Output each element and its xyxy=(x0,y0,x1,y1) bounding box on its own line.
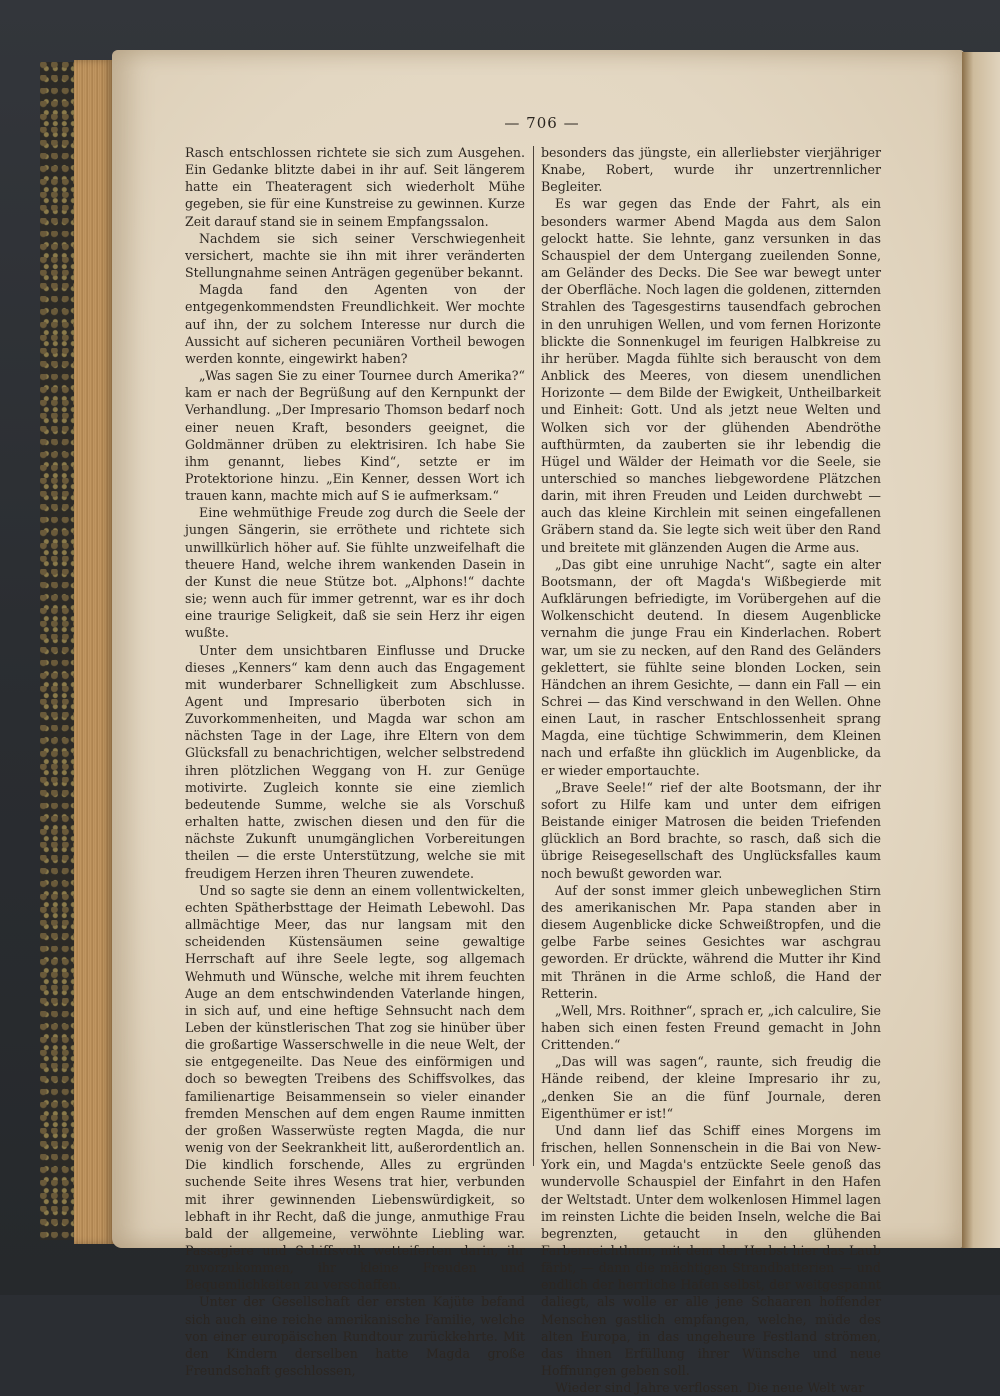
paragraph: Magda fand den Agenten von der entgegenkommendsten Freundlichkeit. Wer mochte auf ihn, der zu solchem Interesse nur durch die Aussicht auf sicheren pecuniären Vortheil bewogen werden konnte, eingewirkt haben? xyxy=(185,282,525,366)
page-number: — 706 — xyxy=(504,114,580,132)
paragraph: „Das gibt eine unruhige Nacht“, sagte ein alter Bootsmann, der oft Magda's Wißbegierde mit Aufklärungen befriedigte, im Vorübergehen auf die Wolkenschicht deutend. In diesem Augenblicke vernahm die junge Frau ein Kinderlachen. Robert war, um sie zu necken, auf den Rand des Geländers geklettert, sie fühlte seine blonden Locken, sein Händchen an ihrem Gesichte, — dann ein Fall — ein Schrei — das Kind verschwand in den Wellen. Ohne einen Laut, in rascher Entschlossenheit sprang Magda, eine tüchtige Schwimmerin, dem Kleinen nach und erfaßte ihn glücklich im Augenblicke, da er wieder emportauchte. xyxy=(541,556,881,778)
book-binding xyxy=(40,62,76,1240)
page-edges xyxy=(74,60,114,1244)
paragraph: „Das will was sagen“, raunte, sich freudig die Hände reibend, der kleine Impresario ihr zu, „denken Sie an die fünf Journale, deren Eigenthümer er ist!“ xyxy=(541,1054,881,1121)
paragraph: „Was sagen Sie zu einer Tournee durch Amerika?“ kam er nach der Begrüßung auf den Kernpunkt der Verhandlung. „Der Impresario Thomson bedarf noch einer neuen Kraft, besonders geeignet, die Goldmänner drüben zu elektrisiren. Ich habe Sie ihm genannt, liebes Kind“, setzte er im Protektorione hinzu. „Ein Kenner, dessen Wort ich trauen kann, machte mich auf S ie aufmerksam.“ xyxy=(185,368,525,504)
paragraph: Unter dem unsichtbaren Einflusse und Drucke dieses „Kenners“ kam denn auch das Engagement mit wunderbarer Schnelligkeit zum Abschlusse. Agent und Impresario überboten sich in Zuvorkommenheiten, und Magda war schon am nächsten Tage in der Lage, ihre Eltern von dem Glücksfall zu benachrichtigen, welcher selbstredend ihren plötzlichen Weggang von H. zur Genüge motivirte. Zugleich konnte sie eine ziemlich bedeutende Summe, welche sie als Vorschuß erhalten hatte, zwischen diesen und den für die nächste Zukunft unumgänglichen Vorbereitungen theilen — die erste Unterstützung, welche sie mit freudigem Herzen ihren Theuren zuwendete. xyxy=(185,642,525,881)
text-column-right xyxy=(541,144,881,1396)
facing-page-edge xyxy=(962,52,1000,1248)
paragraph: Rasch entschlossen richtete sie sich zum Ausgehen. Ein Gedanke blitzte dabei in ihr auf. Seit längerem hatte ein Theateragent sich wiederholt Mühe gegeben, sie für eine Kunstreise zu gewinnen. Kurze Zeit darauf stand sie in seinem Empfangssalon. xyxy=(185,145,525,229)
column-divider xyxy=(533,146,534,1166)
paragraph: besonders das jüngste, ein allerliebster vierjähriger Knabe, Robert, wurde ihr unzertrennlicher Begleiter. xyxy=(541,145,881,195)
paragraph: Nachdem sie sich seiner Verschwiegenheit versichert, machte sie ihn mit ihrer veränderten Stellungnahme seinen Anträgen gegenüber bekannt. xyxy=(185,230,525,281)
paragraph: Unter der Gesellschaft der ersten Kajüte befand sich auch eine reiche amerikanische Familie, welche von einer europäischen Rundtour zurückkehrte. Mit den Kindern derselben hatte Magda große Freundschaft geschlossen, xyxy=(185,1294,525,1379)
paragraph: „Well, Mrs. Roithner“, sprach er, „ich calculire, Sie haben sich einen festen Freund gemacht in John Crittenden.“ xyxy=(541,1002,881,1053)
text-column-left xyxy=(185,144,525,1379)
paragraph: Und dann lief das Schiff eines Morgens im frischen, hellen Sonnenschein in die Bai von New-York ein, und Magda's entzückte Seele genoß das wundervolle Schauspiel der Einfahrt in den Hafen der Weltstadt. Unter dem wolkenlosen Himmel lagen im reinsten Lichte die beiden Inseln, welche die Bai begrenzten, getaucht in den glühenden Farbenreichthum, mit dem der Herbst hier das Laub färbt, — dann die mächtigen Strandbatterien — und endlich der herrliche Hafen selbst, der weitgespannt daliegt, als wolle er alle jene Schaaren hoffender Menschen gastlich empfangen, welche, müde des alten Europa, in das ungeheure Festland strömen, das ihnen Erfüllung ihrer Wünsche und neue Hoffnungen geben soll. xyxy=(541,1122,881,1379)
paragraph: Auf der sonst immer gleich unbeweglichen Stirn des amerikanischen Mr. Papa standen aber in diesem Augenblicke dicke Schweißtropfen, und die gelbe Farbe seines Gesichtes war aschgrau geworden. Er drückte, während die Mutter ihr Kind mit Thränen in die Arme schloß, die Hand der Retterin. xyxy=(541,882,881,1001)
paragraph: Wieder sind Jahre verflossen. Die neue Welt war xyxy=(555,1380,865,1396)
paragraph: Und so sagte sie denn an einem vollentwickelten, echten Spätherbsttage der Heimath Lebewohl. Das allmächtige Meer, das nur langsam mit den scheidenden Küstensäumen seine gewaltige Herrschaft auf ihre Seele legte, sog allgemach Wehmuth und Wünsche, welche mit ihrem feuchten Auge an dem entschwindenden Vaterlande hingen, in sich auf, und eine heftige Sehnsucht nach dem Leben der künstlerischen That zog sie hinüber über die großartige Wasserschwelle in die neue Welt, der sie entgegeneilte. Das Neue des einförmigen und doch so bewegten Treibens des Schiffsvolkes, das familienartige Beisammensein so vieler einander fremden Menschen auf dem engen Raume inmitten der großen Wasserwüste regten Magda, die nur wenig von der Seekrankheit litt, außerordentlich an. Die kindlich forschende, Alles zu ergründen suchende Seite ihres Wesens trat hier, verbunden mit ihrer gewinnenden Liebenswürdigkeit, so lebhaft in ihr Recht, daß die junge, anmuthige Frau bald der allgemeine, verwöhnte Liebling war. Passagiere und Schiffsvolk wetteiferten darin, ihr zuvorzukommen, ihr kleine Freuden und Bequemlichkeiten zu verschaffen. xyxy=(185,882,525,1293)
paragraph: Eine wehmüthige Freude zog durch die Seele der jungen Sängerin, sie erröthete und richtete sich unwillkürlich höher auf. Sie fühlte unzweifelhaft die theuere Hand, welche ihrem wankenden Dasein in der Kunst die neue Stütze bot. „Alphons!“ dachte sie; wenn auch für immer getrennt, war es ihr doch eine traurige Seligkeit, daß sie sein Herz ihr eigen wußte. xyxy=(185,505,525,641)
paragraph: „Brave Seele!“ rief der alte Bootsmann, der ihr sofort zu Hilfe kam und unter dem eifrigen Beistande einiger Matrosen die beiden Triefenden glücklich an Bord brachte, so rasch, daß sich die übrige Reisegesellschaft des Unglücksfalles kaum noch bewußt geworden war. xyxy=(541,779,881,881)
paragraph: Es war gegen das Ende der Fahrt, als ein besonders warmer Abend Magda aus dem Salon gelockt hatte. Sie lehnte, ganz versunken in das Schauspiel der dem Untergang zueilenden Sonne, am Geländer des Decks. Die See war bewegt unter der Oberfläche. Noch lagen die goldenen, zitternden Strahlen des Tagesgestirns tausendfach gebrochen in den unruhigen Wellen, und vom fernen Horizonte blickte die Sonnenkugel im feurigen Halbkreise zu ihr herüber. Magda fühlte sich berauscht von dem Anblick des Meeres, von diesem unendlichen Horizonte — dem Bilde der Ewigkeit, Untheilbarkeit und Einheit: Gott. Und als jetzt neue Welten und Wolken sich vor der glühenden Abendröthe aufthürmten, da zauberten sie ihr lebendig die Hügel und Wälder der Heimath vor die Seele, sie unterschied so manches liebgewordene Plätzchen darin, mit ihren Freuden und Leiden durchwebt — auch das kleine Kirchlein mit seinen eingefallenen Gräbern stand da. Sie legte sich weit über den Rand und breitete mit glänzenden Augen die Arme aus. xyxy=(541,196,881,555)
